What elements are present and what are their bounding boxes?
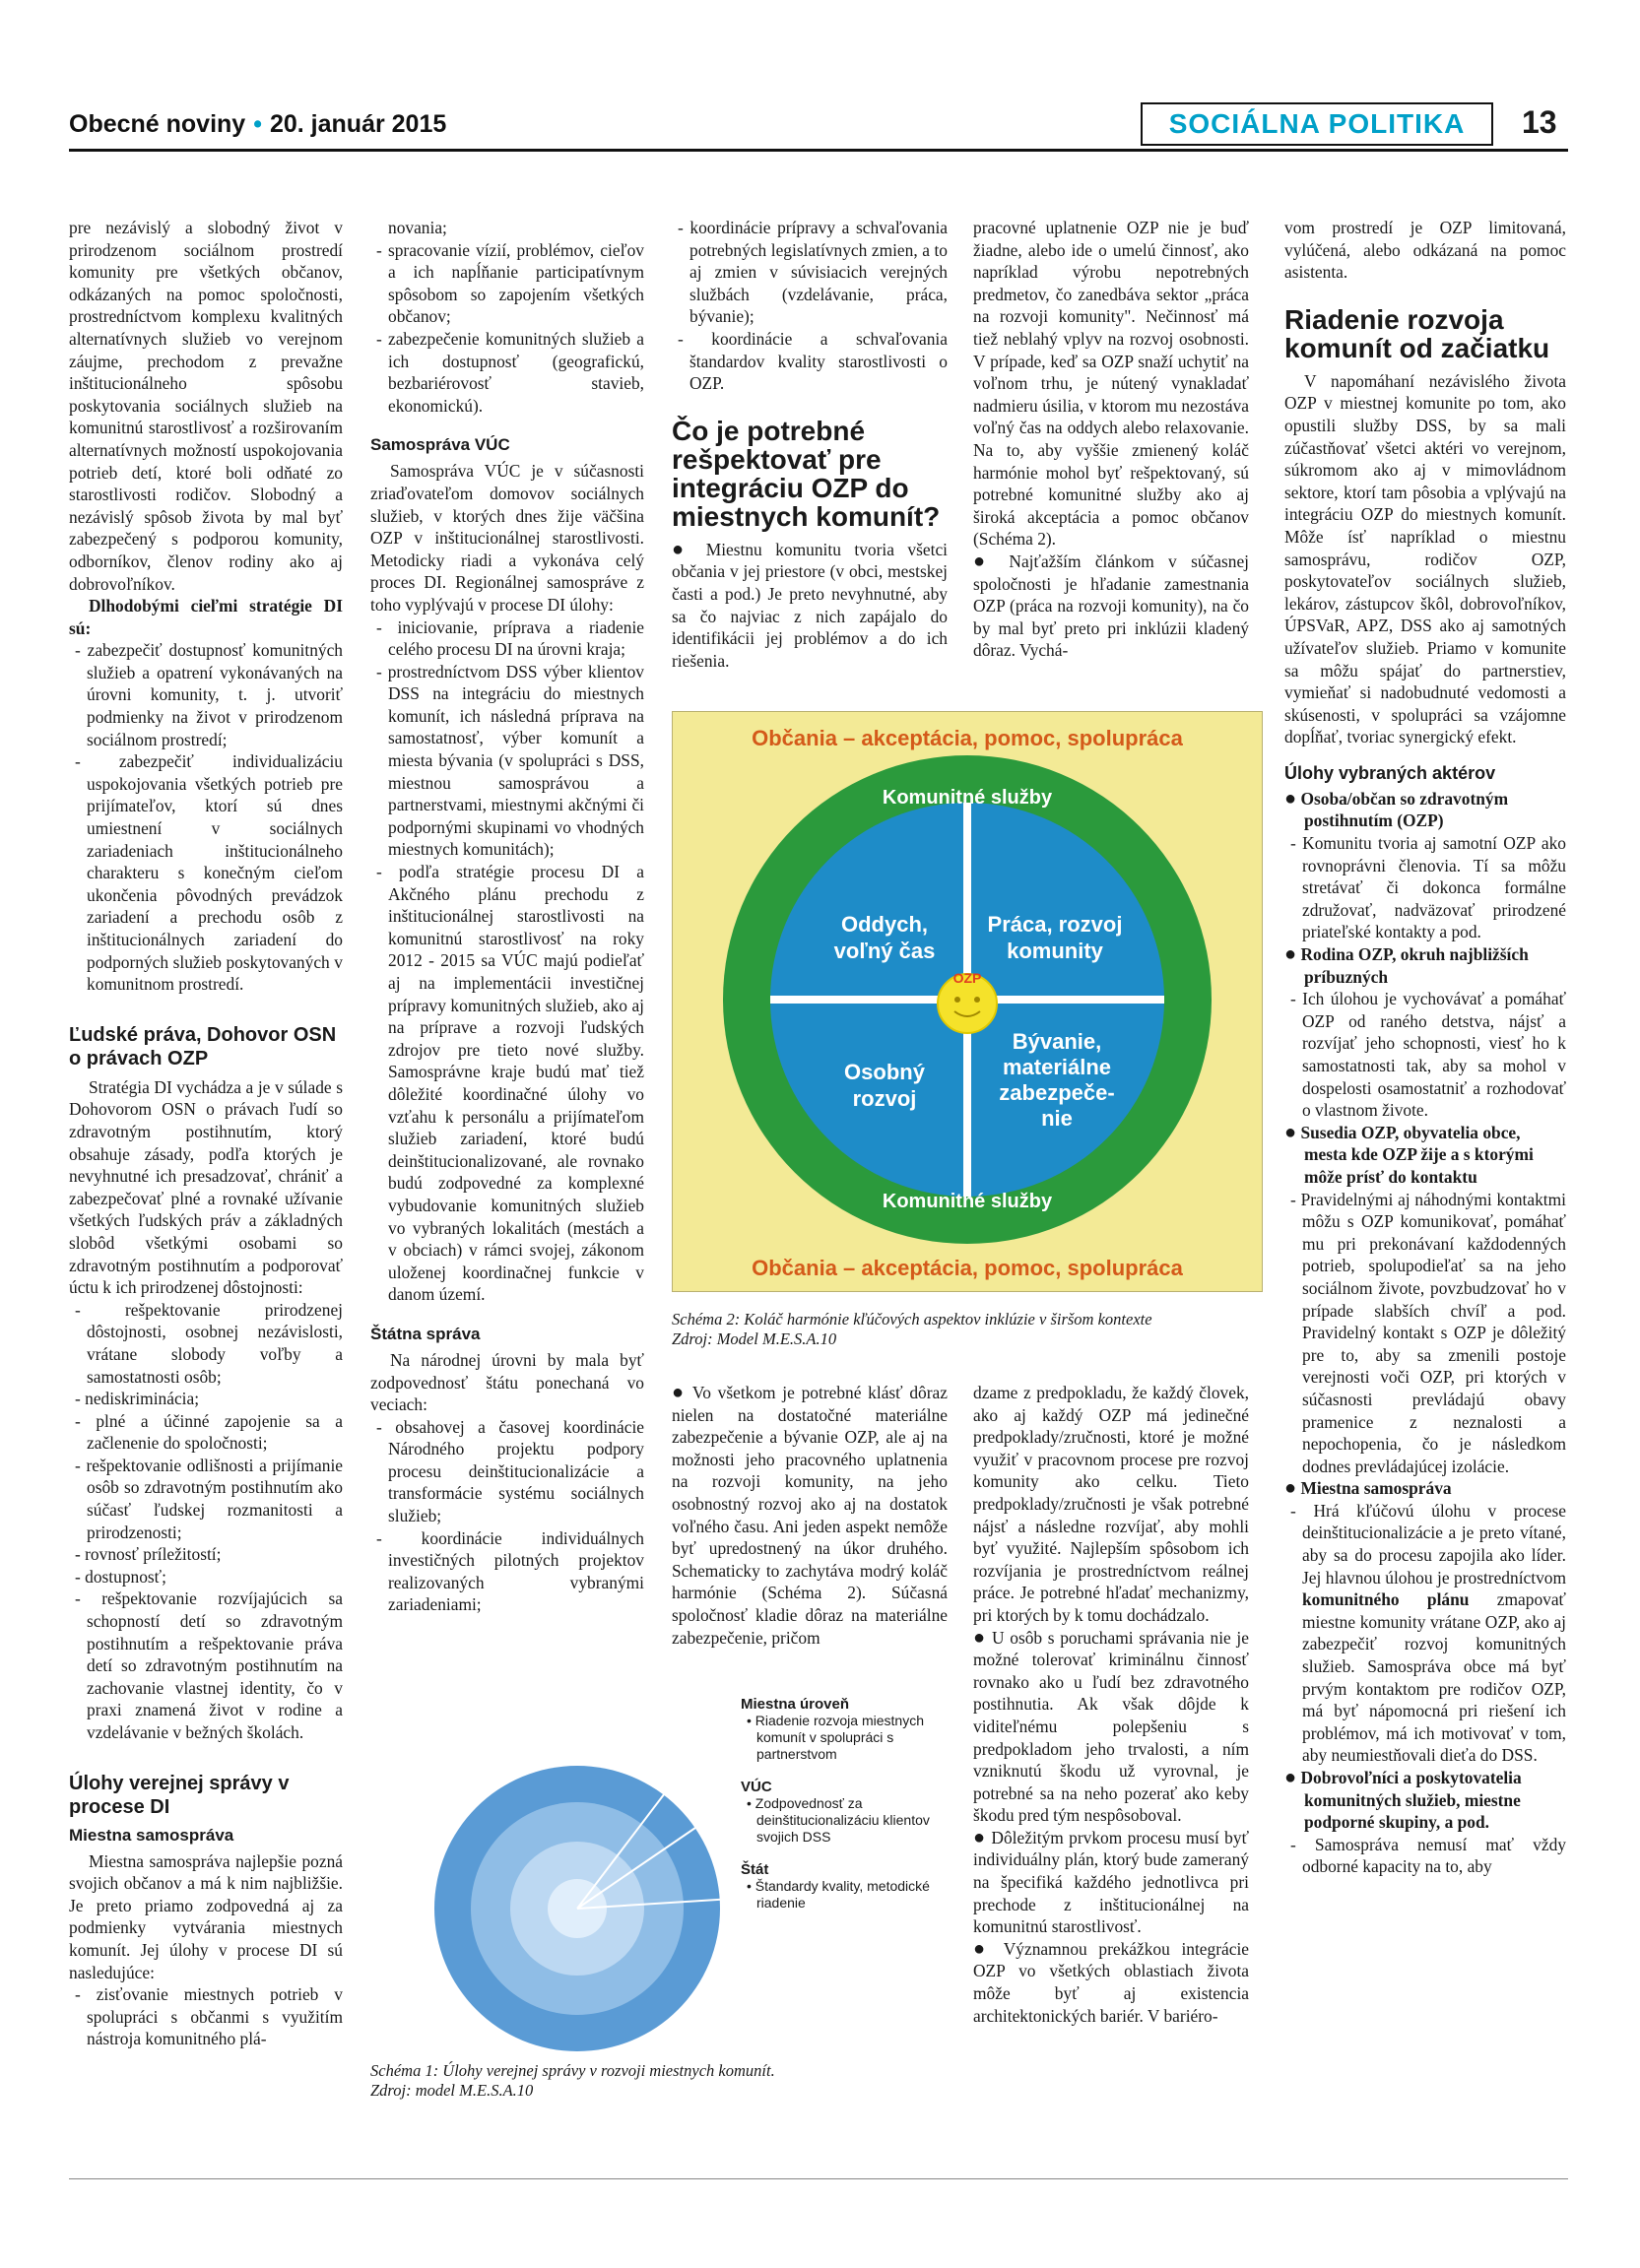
paragraph (672, 539, 948, 673)
list-item: - podľa stratégie procesu DI a Akčného plánu prechodu z inštitucionálnej starostlivosti na komunitnú starostlivosť na roky 2012 - 2015 sa VÚC majú podieľať aj na implementácii investičnej prípravy komunitných služieb, ako aj na príprave a rozvoji ľudských zdrojov pre tieto nové služby. Samosprávne kraje budú mať tiež dôležité koordinačné úlohy vo vzťahu k personálu a prijímateľom služieb zariadení, ktoré budú deinštitucionalizované, ale rovnako budú zodpovedné za komplexné vybudovanie komunitných služieb vo vybraných lokalitách (mestách a v obciach) v rámci svojej, zákonom uloženej koordinačnej funkcie v danom území. (376, 862, 644, 1305)
list-item: - Komunitu tvoria aj samotní OZP ako rovnoprávni členovia. Tí sa môžu stretávať či dokonca formálne združovať, nadväzovať prirodzené priateľské kontakty a pod. (1290, 833, 1566, 942)
ring-label-bottom: Komunitné služby (882, 1191, 1053, 1212)
list-item: - rešpektovanie odlišnosti a prijímanie osôb so zdravotným postihnutím ako súčasť ľudskej rozmanitosti a prirodzenosti; (75, 1455, 343, 1542)
heading-actors: Úlohy vybraných aktérov (1284, 762, 1496, 783)
paragraph (672, 1382, 948, 1649)
column-4-top (973, 217, 1249, 662)
local-list-cont (370, 217, 644, 417)
harmony-pie-figure (672, 711, 1263, 1292)
band-bottom: Občania – akceptácia, pomoc, spolupráca (752, 1256, 1183, 1280)
legend-line: partnerstvom (756, 1746, 837, 1762)
legend-line: komunít v spolupráci s (756, 1729, 894, 1745)
list-item: - zisťovanie miestnych potrieb v spolupráci s občanmi s využitím nástroja komunitného plá- (75, 1984, 343, 2049)
list-item: - iniciovanie, príprava a riadenie celého procesu DI na úrovni kraja; (376, 616, 644, 660)
actor-title-text: Dobrovoľníci a poskytovatelia komunitných služieb, miestne podporné skupiny, a pod. (1300, 1768, 1522, 1833)
paragraph: Samospráva VÚC je v súčasnosti zriaďovateľom domovov sociálnych služieb, v ktorých dnes žije väčšina OZP v inštitucionálnej starostlivosti. Metodicky riadi a vykonáva celý proces DI. Regionálnej samospráve z toho vyplývajú v procese DI úlohy: (370, 461, 644, 615)
list-item: - zabezpečenie komunitných služieb a ich dostupnosť (geografickú, bezbariérovosť stavieb, ekonomickú). (376, 328, 644, 416)
heading-rights: Ľudské práva, Dohovor OSN o právach OZP (69, 1023, 337, 1069)
actor-title (1284, 788, 1566, 832)
list-item: - zabezpečiť individualizáciu uspokojovania všetkých potrieb pre prijímateľov, ktorí sú dnes umiestnení v sociálnych zariadeniach inštitucionálneho charakteru s konečným cieľom ukončenia pôvodných prevádzok zariadení a prechodu osôb z inštitucionálnych zariadení do podporných služieb poskytovaných v komunitnom prostredí. (75, 751, 343, 995)
list-text-bold: komunitného plánu (1302, 1589, 1470, 1610)
list-item: - zabezpečiť dostupnosť komunitných služieb a opatrení vykonávaných na úrovni komunity, t. j. utvoriť podmienky na život v prirodzenom sociálnom prostredí; (75, 640, 343, 749)
actor-title-text: Rodina OZP, okruh najbližších príbuzných (1300, 944, 1529, 987)
list-item (1284, 1500, 1566, 1767)
list-item: - dostupnosť; (75, 1566, 166, 1587)
actor-title-text: Miestna samospráva (1300, 1478, 1452, 1499)
list-item: - koordinácie prípravy a schvaľovania potrebných legislatívnych zmien, a to aj zmien v súvisiacich verejných službách (vzdelávanie, práca, bývanie); (678, 218, 948, 327)
column-3-bottom (672, 1382, 948, 1649)
list-text: - Hrá kľúčovú úlohu v procese deinštitucionalizácie a je preto vítané, aby sa do procesu zapojila ako líder. Jej hlavnou úlohou je prostredníctvom (1290, 1500, 1566, 1588)
list-item: - Samospráva nemusí mať vždy odborné kapacity na to, aby (1290, 1834, 1566, 1877)
legend-level-local: Miestna úroveň (741, 1696, 850, 1713)
state-list (370, 1416, 644, 1616)
paragraph-text: U osôb s poruchami správania nie je možné tolerovať kriminálnu činnosť rovnako ako u ľudí bez zdravotného postihnutia. Ak však dôjde k viditeľnému polepšeniu s predpokladom jeho trvalosti, a ním vzniknutú škodu už vyrovnal, je potrebné sa na neho pozerať ako keby škodu pred tým nespôsoboval. (973, 1627, 1249, 1826)
actor-list (1284, 1834, 1566, 1878)
bullet-icon: ● (973, 1626, 987, 1649)
footer-rule (69, 2178, 1568, 2179)
bullet-icon: ● (1284, 1477, 1297, 1500)
column-5 (1284, 217, 1566, 1878)
subheading-state: Štátna správa (370, 1324, 481, 1343)
bullet-icon: ● (1284, 943, 1297, 966)
actor-title-text: Osoba/občan so zdravotným postihnutím (OZP) (1300, 788, 1509, 831)
rights-list (69, 1299, 343, 1744)
bullet-icon: ● (1284, 1121, 1297, 1143)
paragraph: vom prostredí je OZP limitovaná, vylúčená, alebo odkázaná na pomoc asistenta. (1284, 218, 1566, 283)
paragraph (973, 551, 1249, 662)
bullet-icon: ● (973, 1826, 987, 1848)
bullet-icon: ● (973, 1937, 993, 1960)
slice-label-leisure (811, 911, 958, 964)
bullet-icon: ● (1284, 1767, 1297, 1788)
slice-label-work (971, 911, 1139, 964)
local-list (69, 1983, 343, 2050)
actor-title (1284, 1122, 1566, 1189)
ring-label-top: Komunitné služby (882, 787, 1053, 809)
legend-level-vuc: VÚC (741, 1779, 772, 1795)
slice-label-line: Bývanie, (1012, 1029, 1102, 1054)
separator-dot: • (253, 110, 262, 138)
column-3-top (672, 217, 948, 672)
heading-manage: Riadenie rozvoja komunít od začiatku (1284, 303, 1550, 363)
paragraph: Miestna samospráva najlepšie pozná svojich občanov a má k nim najbližšie. Je preto priamo zodpovedná aj za podmienky vytvárania miestnych komunít. Jej úlohy v procese DI sú nasledujúce: (69, 1850, 343, 1982)
bullet-icon: ● (672, 1382, 687, 1403)
paragraph: pre nezávislý a slobodný život v prirodzenom sociálnom prostredí komunity pre všetkých občanov, odkázaných na pomoc spoločnosti, prostredníctvom komplexu kvalitných alternatívnych služieb vo verejnom záujme, prechodom z prevažne inštitucionálneho spôsobu poskytovania sociálnych služieb na komunitnú starostlivosť a rozširovaním alternatívnych možností uspokojovania potrieb detí, ktoré boli odňaté zo starostlivosti rodičov. Slobodný a nezávislý spôsob života by mal byť zabezpečený s podporou komunity, odborníkov, členov rodiny ako aj dobrovoľníkov. (69, 218, 343, 594)
paragraph-text: Najťažším článkom v súčasnej spoločnosti je hľadanie zamestnania OZP (práca na rozvoji komunity), na čo by mal byť preto pri inklúzii kladený dôraz. Vychá- (973, 551, 1249, 661)
slice-label-line: Práca, rozvoj (987, 912, 1123, 937)
page-number: 13 (1522, 104, 1557, 140)
paragraph: pracovné uplatnenie OZP nie je buď žiadne, alebo ide o umelú činnosť, ako napríklad výrobu nepotrebných predmetov, čo zanedbáva sektor „práca na rozvoji komunity". Nečinnosť má tiež neblahý vplyv na rozvoj osobnosti. V prípade, keď sa OZP snaží uchytiť na voľnom trhu, je nútený vynakladať nadmieru úsilia, v ktorom mu nezostáva voľný čas na oddych alebo relaxovanie. Na to, aby vyššie zmienený koláč harmónie mohol byť rešpektovaný, sú potrebné komunitné služby ako aj široká akceptácia a pomoc občanov (Schéma 2). (973, 218, 1249, 550)
slice-label-line: Oddych, (840, 912, 928, 937)
paragraph (973, 1938, 1249, 2027)
heading-public-admin: Úlohy verejnej správy v procese DI (69, 1772, 290, 1818)
paragraph-text: Dôležitým prvkom procesu musí byť individuálny plán, ktorý bude zameraný na špecifiká každého jednotlivca pri prechode z inštitucionálnej na komunitnú starostlivosť. (973, 1827, 1249, 1937)
bullet-icon: ● (1284, 787, 1297, 810)
list-item: - rešpektovanie rozvíjajúcich sa schopností detí so zdravotným postihnutím a rešpektovanie práva detí so zdravotným postihnutím na zachovanie vlastnej identity, čo v praxi znamená život v rodine a vzdelávanie v bežných školách. (75, 1588, 343, 1742)
slice-label-line: Osobný (844, 1060, 925, 1084)
masthead (69, 110, 446, 139)
list-item: - prostredníctvom DSS výber klientov DSS na integráciu do miestnych komunít, ich následná príprava na samostatnosť, výber komunít a miesta bývania (v spolupráci s DSS, miestnou samosprávou a partnerstvami, miestnymi akčnými či podpornými skupinami vo vhodných miestnych komunitách); (376, 661, 644, 860)
caption-line: Zdroj: model M.E.S.A.10 (370, 2081, 534, 2100)
band-top: Občania – akceptácia, pomoc, spolupráca (752, 726, 1183, 750)
slice-label-housing (978, 1029, 1136, 1132)
list-item: - koordinácie individuálnych investičných pilotných projektov realizovaných vybranými zariadeniami; (376, 1527, 644, 1615)
legend-line: svojich DSS (756, 1829, 831, 1845)
center-label: OZP (952, 970, 982, 986)
caption-line: Zdroj: Model M.E.S.A.10 (672, 1329, 837, 1348)
list-item: - nediskriminácia; (75, 1389, 200, 1409)
slice-label-line: materiálne (1002, 1055, 1112, 1079)
caption-line: Schéma 1: Úlohy verejnej správy v rozvoji miestnych komunít. (370, 2061, 775, 2080)
paragraph (973, 1627, 1249, 1827)
actor-title (1284, 1477, 1566, 1500)
heading-question: Čo je potrebné rešpektovať pre integráciu OZP do miestnych komunít? (672, 415, 941, 532)
header-rule (69, 149, 1568, 152)
issue-date: 20. január 2015 (269, 110, 447, 138)
paper-name: Obecné noviny (69, 110, 246, 138)
list-item: - plné a účinné zapojenie sa a začlenenie do spoločnosti; (75, 1410, 343, 1454)
column-4-bottom (973, 1382, 1249, 2027)
actor-title (1284, 943, 1566, 988)
paragraph: Na národnej úrovni by mala byť zodpovednosť štátu ponechaná vo veciach: (370, 1349, 644, 1415)
actor-list (1284, 1500, 1566, 1767)
legend-line: deinštitucionalizáciu klientov (756, 1812, 930, 1828)
slice-label-line: nie (1041, 1106, 1073, 1131)
section-title: SOCIÁLNA POLITIKA (1141, 102, 1493, 146)
list-item: - Pravidelnými aj náhodnými kontaktmi môžu s OZP komunikovať, pomáhať mu pri prekonávaní každodenných potrieb, spolupodieľať sa na jeho sociálnom živote, povzbudzovať ho v prípade slabších chvíľ a pod. Pravidelný kontakt s OZP je dôležitý pre to, aby sa zmenili postoje verejnosti voči OZP, pri ktorých v súčasnosti prevládajú obavy pramenice z neznalosti a nepochopenia, čo je následkom dodnes prevládajúcej izolácie. (1290, 1189, 1566, 1476)
paragraph-text: Významnou prekážkou integrácie OZP vo všetkých oblastiach života môže byť aj existencia architektonických bariér. V bariéro- (973, 1938, 1249, 2026)
list-item: novania; (388, 218, 447, 237)
slice-label-line: zabezpeče- (999, 1080, 1115, 1105)
bullet-icon: ● (973, 550, 996, 572)
paragraph-text: Vo všetkom je potrebné klásť dôraz nielen na dostatočné materiálne zabezpečenie a bývanie OZP, ale aj na možnosti jeho pracovného uplatnenia na rozvoji komunity, na jeho osobnostný rozvoj ako aj na dostatok voľného času. Ani jeden aspekt nemôže byť upredostnený na úkor druhého. Schematicky to zachytáva modrý koláč harmónie (Schéma 2). Súčasná spoločnosť kladie dôraz na materiálne zabezpečenie, pričom (672, 1383, 948, 1648)
paragraph (973, 1827, 1249, 1938)
actor-list (1284, 832, 1566, 943)
legend-level-state: Štát (741, 1861, 769, 1878)
paragraph: Stratégia DI vychádza a je v súlade s Dohovorom OSN o právach ľudí so zdravotným postihnutím, ktorý obsahuje zásady, podľa ktorých je nevyhnutné ich presadzovať, chrániť a zabezpečovať plné a rovnaké užívanie všetkých ľudských práv a základných slobôd všetkými osobami so zdravotným postihnutím a podporovať úctu k ich prirodzenej dôstojnosti: (69, 1076, 343, 1298)
list-item: - spracovanie vízií, problémov, cieľov a ich napĺňanie participatívnym spôsobom so zapojením všetkých občanov; (376, 239, 644, 327)
figure-1-caption (370, 2061, 883, 2101)
figure-1-legend (741, 1696, 967, 1912)
actor-list (1284, 1189, 1566, 1478)
list-item: - rešpektovanie prirodzenej dôstojnosti, osobnej nezávislosti, vrátane slobody voľby a samostatnosti osôb; (75, 1299, 343, 1387)
paragraph: dzame z predpokladu, že každý človek, ako aj každý OZP má jedinečné predpoklady/zručnosti, ktoré je možné využiť v pracovnom procese pre rozvoj komunity ako celku. Tieto predpoklady/zručnosti je však potrebné nájsť a následne rozvíjať, aby mohli byť využité. Najlepším spôsobom ich rozvíjania je prostredníctvom reálnej práce. Je potrebné hľadať mechanizmy, pri ktorých by k tomu dochádzalo. (973, 1383, 1249, 1625)
list-item: - Ich úlohou je vychovávať a pomáhať OZP od raného detstva, nájsť a rozvíjať jeho schopnosti, viesť ho k samostatnosti tak, aby sa mohol v dospelosti osamostatniť a rozhodovať o vlastnom živote. (1290, 989, 1566, 1121)
bullet-icon: ● (672, 538, 693, 560)
legend-line: • Riadenie rozvoja miestnych (747, 1713, 924, 1728)
legend-line: riadenie (756, 1895, 806, 1911)
actor-title (1284, 1767, 1566, 1834)
goals-list (69, 639, 343, 996)
column-1 (69, 217, 343, 2050)
list-item: - rovnosť príležitostí; (75, 1544, 222, 1565)
paragraph: V napomáhaní nezávislého života OZP v miestnej komunite po tom, ako opustili služby DSS, by sa mali zúčastňovať všetci aktéri vo verejnom, súkromom ako aj v mimovládnom sektore, ktorí tam pôsobia a vplývajú na integráciu OZP do miestnych komunít. Môže ísť napríklad o miestnu samosprávu, rodičov OZP, poskytovateľov sociálnych služieb, lekárov, zástupcov škôl, dobrovoľníkov, ÚPSVaR, APZ, DSS ako aj samotných užívateľov služieb. Priamo v komunite sa môžu spájať do partnerstiev, vymieňať si nadobudnuté vedomosti a skúsenosti, v spolupráci sa vzájomne dopĺňať, tvoriac synergický efekt. (1284, 370, 1566, 747)
slice-label-line: komunity (1007, 939, 1103, 963)
legend-line: • Štandardy kvality, metodické (747, 1878, 930, 1894)
vuc-list (370, 616, 644, 1306)
legend-line: • Zodpovednosť za (747, 1795, 863, 1811)
subheading-vuc: Samospráva VÚC (370, 435, 510, 455)
state-list-cont (672, 217, 948, 395)
caption-line: Schéma 2: Koláč harmónie kľúčových aspektov inklúzie v širšom kontexte (672, 1310, 1152, 1328)
list-item: - obsahovej a časovej koordinácie Národného projektu podpory procesu deinštitucionalizácie a transformácie systému sociálnych služieb; (376, 1416, 644, 1526)
column-2 (370, 217, 644, 1616)
slice-label-line: rozvoj (852, 1086, 917, 1111)
list-text: zmapovať miestne komunity vrátane OZP, ako aj zabezpečiť rozvoj komunitných služieb. Samospráva obce má byť prvým kontaktom pre rodičov OZP, má byť nápomocná pri riešení ich problémov, má ich motivovať v tom, aby neumiestňovali dieťa do DSS. (1302, 1589, 1566, 1766)
figure-2-caption (672, 1310, 1261, 1349)
slice-label-line: voľný čas (833, 939, 936, 963)
list-item: - koordinácie a schvaľovania štandardov kvality starostlivosti o OZP. (678, 328, 948, 394)
goals-title: Dlhodobými cieľmi stratégie DI sú: (69, 596, 343, 638)
slice-label-personal (811, 1059, 958, 1112)
actor-title-text: Susedia OZP, obyvatelia obce, mesta kde OZP žije a s ktorými môže prísť do kontaktu (1300, 1122, 1534, 1187)
paragraph-text: Miestnu komunitu tvoria všetci občania v jej priestore (v obci, mestskej časti a pod.) Je preto nevyhnutné, aby sa čo najviac z nich zapájalo do identifikácii jej problémov a do ich riešenia. (672, 539, 948, 671)
actor-list (1284, 988, 1566, 1122)
subheading-local: Miestna samospráva (69, 1825, 234, 1845)
